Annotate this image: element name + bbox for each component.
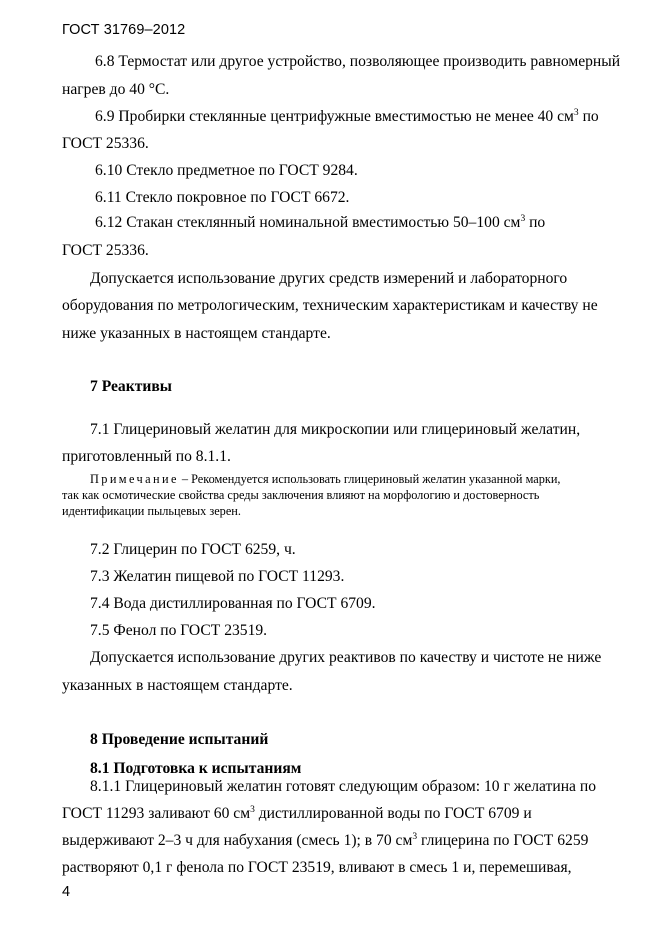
paragraph-8-1-1-text: ГОСТ 11293 заливают 60 см — [62, 805, 251, 822]
paragraph-6-8-line-1: 6.8 Термостат или другое устройство, позволяющее производить равномерный — [95, 53, 621, 70]
paragraph-8-1-1-text: дистиллированной воды по ГОСТ 6709 и — [254, 805, 532, 822]
section-7-heading: 7 Реактивы — [90, 378, 172, 395]
paragraph-7-5: 7.5 Фенол по ГОСТ 23519. — [90, 622, 268, 639]
allowance-paragraph-line-1: Допускается использование других средств измерений и лабораторного — [90, 270, 568, 287]
paragraph-6-9-line-2: ГОСТ 25336. — [62, 135, 149, 152]
paragraph-8-1-1-line-2 — [62, 805, 532, 823]
note-label: Примечание — [90, 472, 179, 486]
paragraph-6-11: 6.11 Стекло покровное по ГОСТ 6672. — [95, 189, 350, 206]
paragraph-8-1-1-line-4: растворяют 0,1 г фенола по ГОСТ 23519, вливают в смесь 1 и, перемешивая, — [62, 859, 572, 876]
paragraph-6-9-text: 6.9 Пробирки стеклянные центрифужные вместимостью не менее 40 см — [95, 108, 574, 125]
allowance-paragraph-line-3: ниже указанных в настоящем стандарте. — [62, 325, 331, 342]
page-number: 4 — [62, 884, 71, 900]
paragraph-6-8-line-2: нагрев до 40 °С. — [62, 81, 170, 98]
superscript: 3 — [573, 108, 579, 118]
paragraph-7-3: 7.3 Желатин пищевой по ГОСТ 11293. — [90, 568, 345, 585]
section-8-heading: 8 Проведение испытаний — [90, 731, 269, 748]
superscript: 3 — [250, 805, 255, 815]
paragraph-6-9-tail: по — [578, 108, 599, 125]
note-line-2: так как осмотические свойства среды заключения влияют на морфологию и достоверность — [62, 488, 540, 502]
reagent-allowance-line-2: указанных в настоящем стандарте. — [62, 677, 293, 694]
allowance-paragraph-line-2: оборудования по метрологическим, техническим характеристикам и качеству не — [62, 297, 598, 314]
paragraph-6-12-line-1 — [95, 214, 545, 232]
superscript: 3 — [412, 832, 418, 842]
paragraph-6-9-line-1 — [95, 108, 599, 126]
paragraph-6-12-tail: по — [525, 214, 546, 231]
document-header: ГОСТ 31769–2012 — [62, 22, 186, 38]
paragraph-8-1-1-text: выдерживают 2–3 ч для набухания (смесь 1); в 70 см — [62, 832, 413, 849]
note-line-1 — [90, 472, 561, 487]
paragraph-7-2: 7.2 Глицерин по ГОСТ 6259, ч. — [90, 541, 296, 558]
paragraph-6-12-line-2: ГОСТ 25336. — [62, 242, 149, 259]
paragraph-7-1-line-1: 7.1 Глицериновый желатин для микроскопии или глицериновый желатин, — [90, 421, 581, 438]
paragraph-8-1-1-line-1: 8.1.1 Глицериновый желатин готовят следующим образом: 10 г желатина по — [90, 778, 597, 795]
paragraph-6-10: 6.10 Стекло предметное по ГОСТ 9284. — [95, 162, 358, 179]
note-text: – Рекомендуется использовать глицериновый желатин указанной марки, — [178, 472, 561, 486]
reagent-allowance-line-1: Допускается использование других реактивов по качеству и чистоте не ниже — [90, 649, 602, 666]
paragraph-6-12-text: 6.12 Стакан стеклянный номинальной вместимостью 50–100 см — [95, 214, 521, 231]
subsection-8-1-heading: 8.1 Подготовка к испытаниям — [90, 760, 302, 777]
note-line-3: идентификации пыльцевых зерен. — [62, 504, 241, 518]
paragraph-8-1-1-text: глицерина по ГОСТ 6259 — [417, 832, 589, 849]
paragraph-7-4: 7.4 Вода дистиллированная по ГОСТ 6709. — [90, 595, 376, 612]
superscript: 3 — [520, 214, 526, 224]
paragraph-7-1-line-2: приготовленный по 8.1.1. — [62, 448, 231, 465]
paragraph-8-1-1-line-3 — [62, 832, 588, 850]
